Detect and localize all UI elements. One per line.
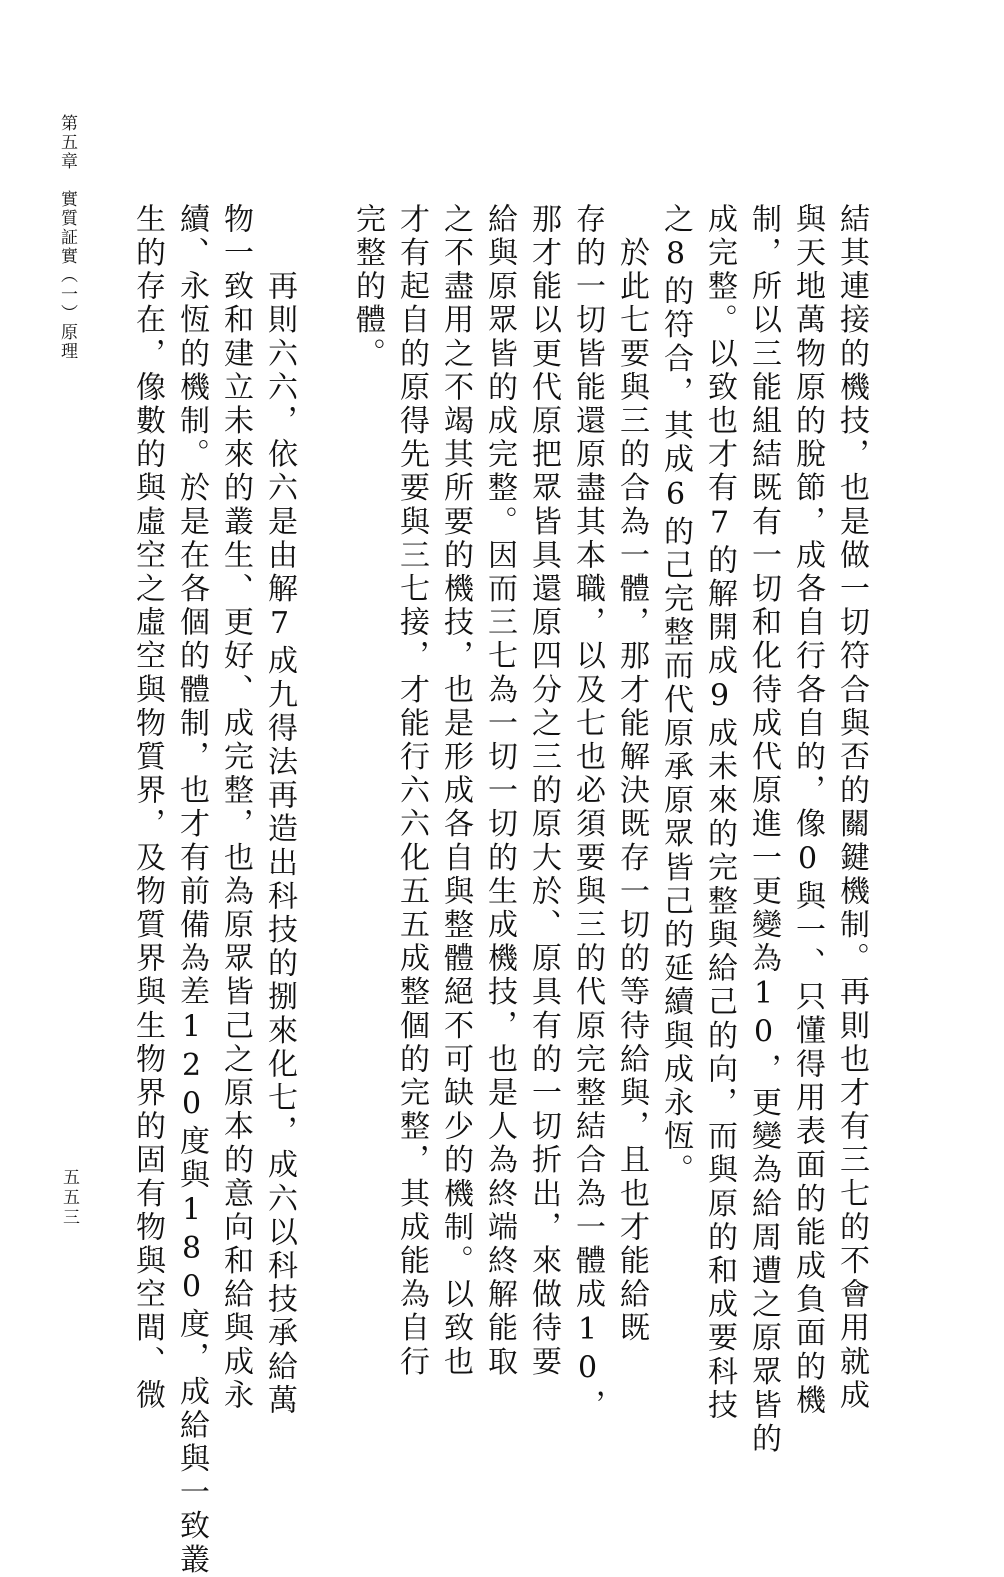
text-column: 完整的體。 xyxy=(350,203,385,371)
text-column: 與天地萬物原的脫節，成各自行各自的，像0與一、只懂得用表面的能成負面的機 xyxy=(790,203,825,1418)
body-text xyxy=(120,0,880,1577)
text-column: 之不盡用之不竭其所要的機技，也是形成各自與整體絕不可缺少的機制。以致也 xyxy=(438,203,473,1379)
text-column: 成完整。以致也才有7的解開成9成未來的完整與給己的向，而與原的和成要科技 xyxy=(702,203,737,1423)
running-head: 第五章 實質証實（一）原理 xyxy=(57,114,77,361)
text-column: 之8的符合，其成6的己完整而代原承原眾皆己的延續與成永恆。 xyxy=(658,203,693,1188)
text-column: 物一致和建立未來的叢生、更好、成完整，也為原眾皆己之原本的意向和給與成永 xyxy=(218,203,253,1413)
text-column: 結其連接的機技，也是做一切符合與否的關鍵機制。再則也才有三七的不會用就成 xyxy=(834,203,869,1413)
text-column: 存的一切皆能還原盡其本職，以及七也必須要與三的代原完整結合為一體成10， xyxy=(570,203,605,1423)
text-column: 才有起自的原得先要與三七接，才能行六六化五五成整個的完整，其成能為自行 xyxy=(394,203,429,1379)
page-number: 五五三 xyxy=(59,1168,79,1228)
text-column: 制，所以三能組結既有一切和化待成代原進一更變為10，更變為給周遭之原眾皆的 xyxy=(746,203,781,1457)
text-column: 生的存在，像數的與虛空之虛空與物質界，及物質界與生物界的固有物與空間、微 xyxy=(130,203,165,1413)
text-column: 於此七要與三的合為一體，那才能解決既存一切的等待給與，且也才能給既 xyxy=(614,203,649,1346)
text-column: 那才能以更代原把眾皆具還原四分之三的原大於、原具有的一切折出，來做待要 xyxy=(526,203,561,1379)
text-column: 續、永恆的機制。於是在各個的體制，也才有前備為差120度與180度，成給與一致叢 xyxy=(174,203,209,1577)
text-column: 給與原眾皆的成完整。因而三七為一切一切的生成機技，也是人為終端終解能取 xyxy=(482,203,517,1379)
text-column: 再則六六，依六是由解7成九得法再造出科技的捌來化七，成六以科技承給萬 xyxy=(262,203,297,1418)
